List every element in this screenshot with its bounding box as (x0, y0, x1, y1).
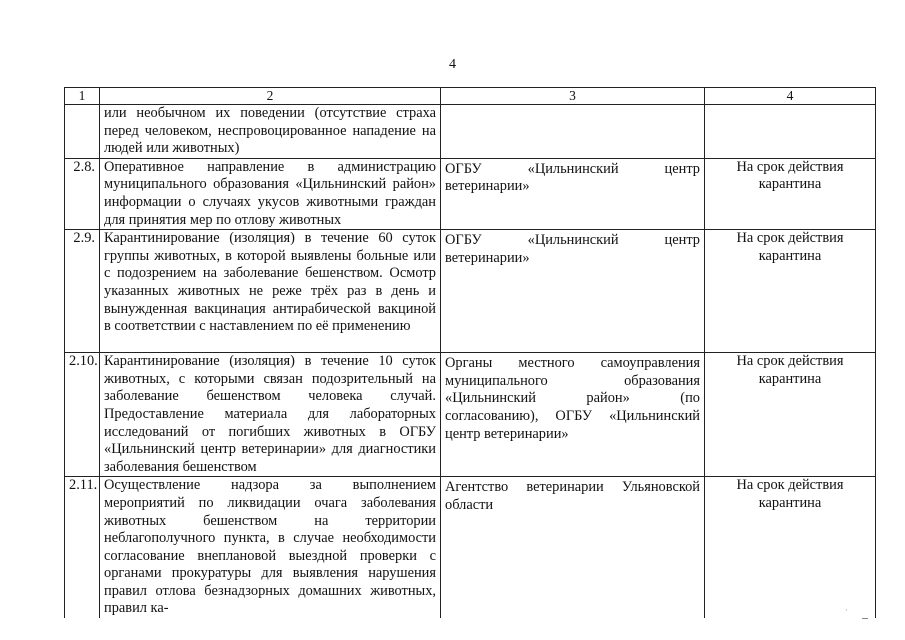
column-header-1: 1 (65, 88, 100, 105)
item-responsible (441, 353, 705, 477)
scan-speck: · (845, 606, 848, 615)
scan-mark: – (862, 610, 868, 624)
measures-table (64, 87, 876, 618)
item-term (705, 105, 876, 159)
item-number: 2.9. (65, 230, 100, 353)
table-row (65, 230, 876, 353)
item-term: На срок действия карантина (705, 230, 876, 353)
item-description: Карантинирование (изоляция) в течение 60 суток группы животных, в которой выявлены больные или с подозрением на заболевание бешенством. Осмотр указанных животных не реже трёх раз в день и вынужденная вакцинация антирабической вакциной в соответствии с наставлением по её применению (100, 230, 441, 353)
item-term: На срок действия карантина (705, 353, 876, 477)
item-responsible-text: Органы местного самоуправления муниципального образования «Цильнинский район» (по согласованию), ОГБУ «Цильнинский центр ветеринарии» (445, 355, 700, 442)
table-row (65, 105, 876, 159)
table-row (65, 158, 876, 229)
item-term: На срок действия карантина (705, 158, 876, 229)
item-responsible-text: Агентство ветеринарии Ульяновской области (445, 479, 700, 513)
item-responsible-text: ОГБУ «Цильнинский центр ветеринарии» (445, 160, 700, 195)
page-number: 4 (449, 57, 456, 72)
item-responsible (441, 158, 705, 229)
item-description: Оперативное направление в администрацию муниципального образования «Цильнинский район» информации о случаях укусов животными граждан для принятия мер по отлову животных (100, 158, 441, 229)
item-term: На срок действия карантина (705, 477, 876, 618)
item-description: Карантинирование (изоляция) в течение 10 суток животных, с которыми связан подозрительный на заболевание бешенством человека случай. Предоставление материала для лабораторных исследований от погибших животных в ОГБУ «Цильнинский центр ветеринарии» для диагностики заболевания бешенством (100, 353, 441, 477)
item-number: 2.11. (65, 477, 100, 618)
table-row (65, 477, 876, 618)
column-header-2: 2 (100, 88, 441, 105)
column-header-3: 3 (441, 88, 705, 105)
table-header-row (65, 88, 876, 105)
item-responsible (441, 230, 705, 353)
table-row (65, 353, 876, 477)
item-description: Осуществление надзора за выполнением мероприятий по ликвидации очага заболевания животных бешенством на территории неблагополучного пункта, в случае необходимости согласование внеплановой выездной проверки с органами прокуратуры для выявления нарушения правил отлова безнадзорных домашних животных, правил ка- (100, 477, 441, 618)
item-number (65, 105, 100, 159)
item-responsible-text: ОГБУ «Цильнинский центр ветеринарии» (445, 232, 700, 266)
item-number: 2.10. (65, 353, 100, 477)
item-description: или необычном их поведении (отсутствие страха перед человеком, неспровоцированное нападение на людей или животных) (100, 105, 441, 159)
column-header-4: 4 (705, 88, 876, 105)
item-responsible (441, 477, 705, 618)
item-responsible (441, 105, 705, 159)
item-number: 2.8. (65, 158, 100, 229)
